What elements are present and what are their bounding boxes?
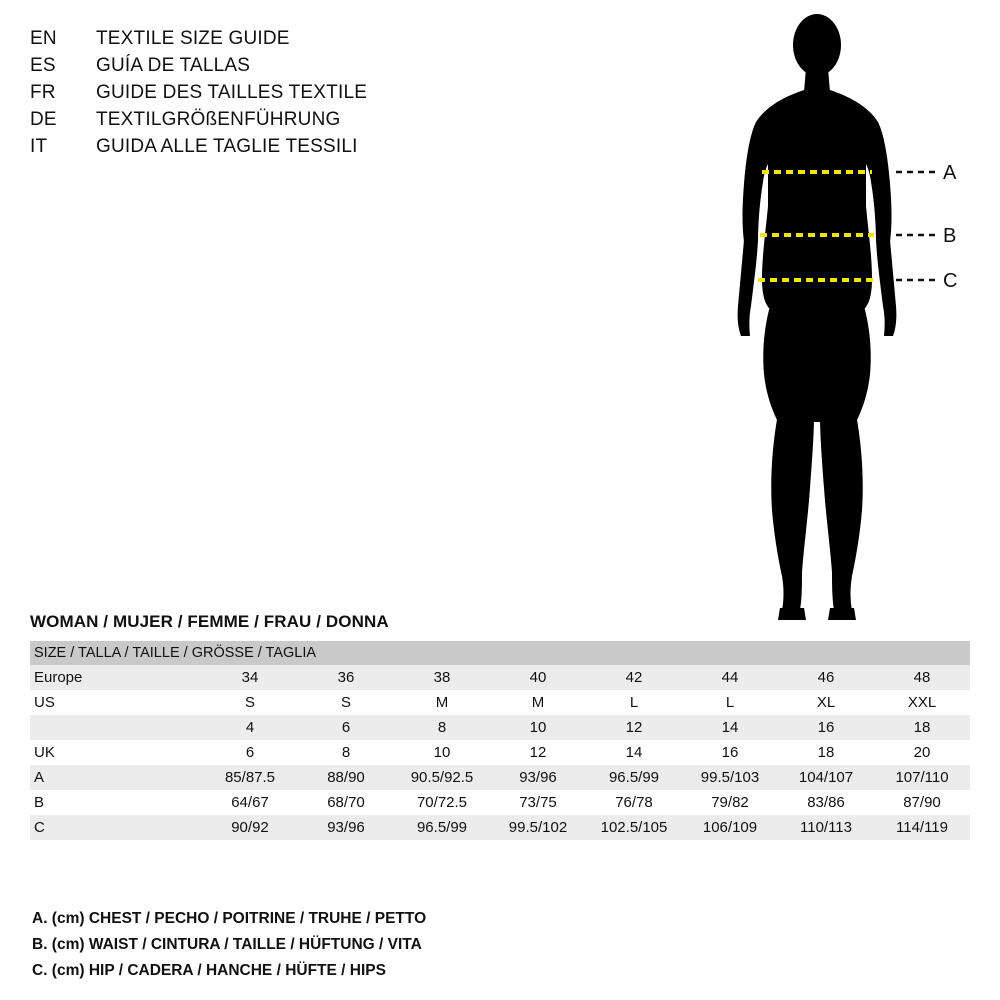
table-title: WOMAN / MUJER / FEMME / FRAU / DONNA <box>30 612 389 631</box>
cell: 46 <box>778 665 874 690</box>
cell: 10 <box>490 715 586 740</box>
language-code: FR <box>30 82 56 103</box>
cell: 96.5/99 <box>586 765 682 790</box>
cell: 6 <box>298 715 394 740</box>
measurement-figure <box>700 10 990 630</box>
cell: 104/107 <box>778 765 874 790</box>
language-title: TEXTILGRÖßENFÜHRUNG <box>96 109 341 130</box>
cell: 73/75 <box>490 790 586 815</box>
table-header-label: SIZE / TALLA / TAILLE / GRÖSSE / TAGLIA <box>30 641 970 665</box>
cell: 106/109 <box>682 815 778 840</box>
cell: 6 <box>202 740 298 765</box>
cell: 14 <box>586 740 682 765</box>
row-label: Europe <box>30 665 202 690</box>
cell: 42 <box>586 665 682 690</box>
language-code: IT <box>30 136 48 157</box>
language-title: GUIDA ALLE TAGLIE TESSILI <box>96 136 358 157</box>
cell: 40 <box>490 665 586 690</box>
table-row <box>30 815 970 840</box>
cell: M <box>394 690 490 715</box>
cell: L <box>682 690 778 715</box>
cell: 18 <box>778 740 874 765</box>
cell: 36 <box>298 665 394 690</box>
language-row <box>30 55 450 82</box>
cell: M <box>490 690 586 715</box>
cell: 4 <box>202 715 298 740</box>
cell: 87/90 <box>874 790 970 815</box>
table-row <box>30 765 970 790</box>
footnote-a: A. (cm) CHEST / PECHO / POITRINE / TRUHE / PETTO <box>32 910 427 927</box>
cell: 16 <box>778 715 874 740</box>
footnote-c: C. (cm) HIP / CADERA / HANCHE / HÜFTE / HIPS <box>32 962 386 979</box>
language-row <box>30 109 450 136</box>
cell: 70/72.5 <box>394 790 490 815</box>
language-row <box>30 136 450 163</box>
cell: 96.5/99 <box>394 815 490 840</box>
language-row <box>30 28 450 55</box>
cell: 8 <box>394 715 490 740</box>
cell: 38 <box>394 665 490 690</box>
language-title: TEXTILE SIZE GUIDE <box>96 28 290 49</box>
language-heading-block <box>30 28 450 163</box>
cell: 90/92 <box>202 815 298 840</box>
cell: 76/78 <box>586 790 682 815</box>
row-label: B <box>30 790 202 815</box>
row-label: C <box>30 815 202 840</box>
row-label <box>30 715 202 740</box>
cell: S <box>298 690 394 715</box>
cell: 34 <box>202 665 298 690</box>
footnotes-block <box>32 906 732 984</box>
cell: 99.5/103 <box>682 765 778 790</box>
cell: 93/96 <box>298 815 394 840</box>
row-label: UK <box>30 740 202 765</box>
footnote-b: B. (cm) WAIST / CINTURA / TAILLE / HÜFTUNG / VITA <box>32 936 422 953</box>
cell: 8 <box>298 740 394 765</box>
cell: 83/86 <box>778 790 874 815</box>
cell: 16 <box>682 740 778 765</box>
cell: 110/113 <box>778 815 874 840</box>
cell: 18 <box>874 715 970 740</box>
cell: 68/70 <box>298 790 394 815</box>
table-row <box>30 715 970 740</box>
language-title: GUIDE DES TAILLES TEXTILE <box>96 82 368 103</box>
row-label: US <box>30 690 202 715</box>
table-row <box>30 665 970 690</box>
table-header-row <box>30 641 970 665</box>
female-silhouette-icon <box>700 10 990 630</box>
cell: 93/96 <box>490 765 586 790</box>
table-row <box>30 740 970 765</box>
language-code: DE <box>30 109 57 130</box>
cell: 44 <box>682 665 778 690</box>
language-code: EN <box>30 28 57 49</box>
cell: XL <box>778 690 874 715</box>
table-row <box>30 790 970 815</box>
cell: 107/110 <box>874 765 970 790</box>
language-title: GUÍA DE TALLAS <box>96 55 251 76</box>
cell: 12 <box>586 715 682 740</box>
cell: 85/87.5 <box>202 765 298 790</box>
marker-label-c: C <box>943 270 958 292</box>
cell: 64/67 <box>202 790 298 815</box>
size-table-section <box>30 612 970 840</box>
cell: 20 <box>874 740 970 765</box>
cell: 99.5/102 <box>490 815 586 840</box>
cell: 12 <box>490 740 586 765</box>
cell: 10 <box>394 740 490 765</box>
cell: 48 <box>874 665 970 690</box>
cell: L <box>586 690 682 715</box>
cell: XXL <box>874 690 970 715</box>
table-row <box>30 690 970 715</box>
cell: 90.5/92.5 <box>394 765 490 790</box>
cell: 88/90 <box>298 765 394 790</box>
cell: 102.5/105 <box>586 815 682 840</box>
cell: 79/82 <box>682 790 778 815</box>
marker-label-a: A <box>943 162 957 184</box>
size-table <box>30 641 970 840</box>
marker-label-b: B <box>943 225 957 247</box>
row-label: A <box>30 765 202 790</box>
cell: S <box>202 690 298 715</box>
language-row <box>30 82 450 109</box>
language-code: ES <box>30 55 56 76</box>
cell: 14 <box>682 715 778 740</box>
cell: 114/119 <box>874 815 970 840</box>
